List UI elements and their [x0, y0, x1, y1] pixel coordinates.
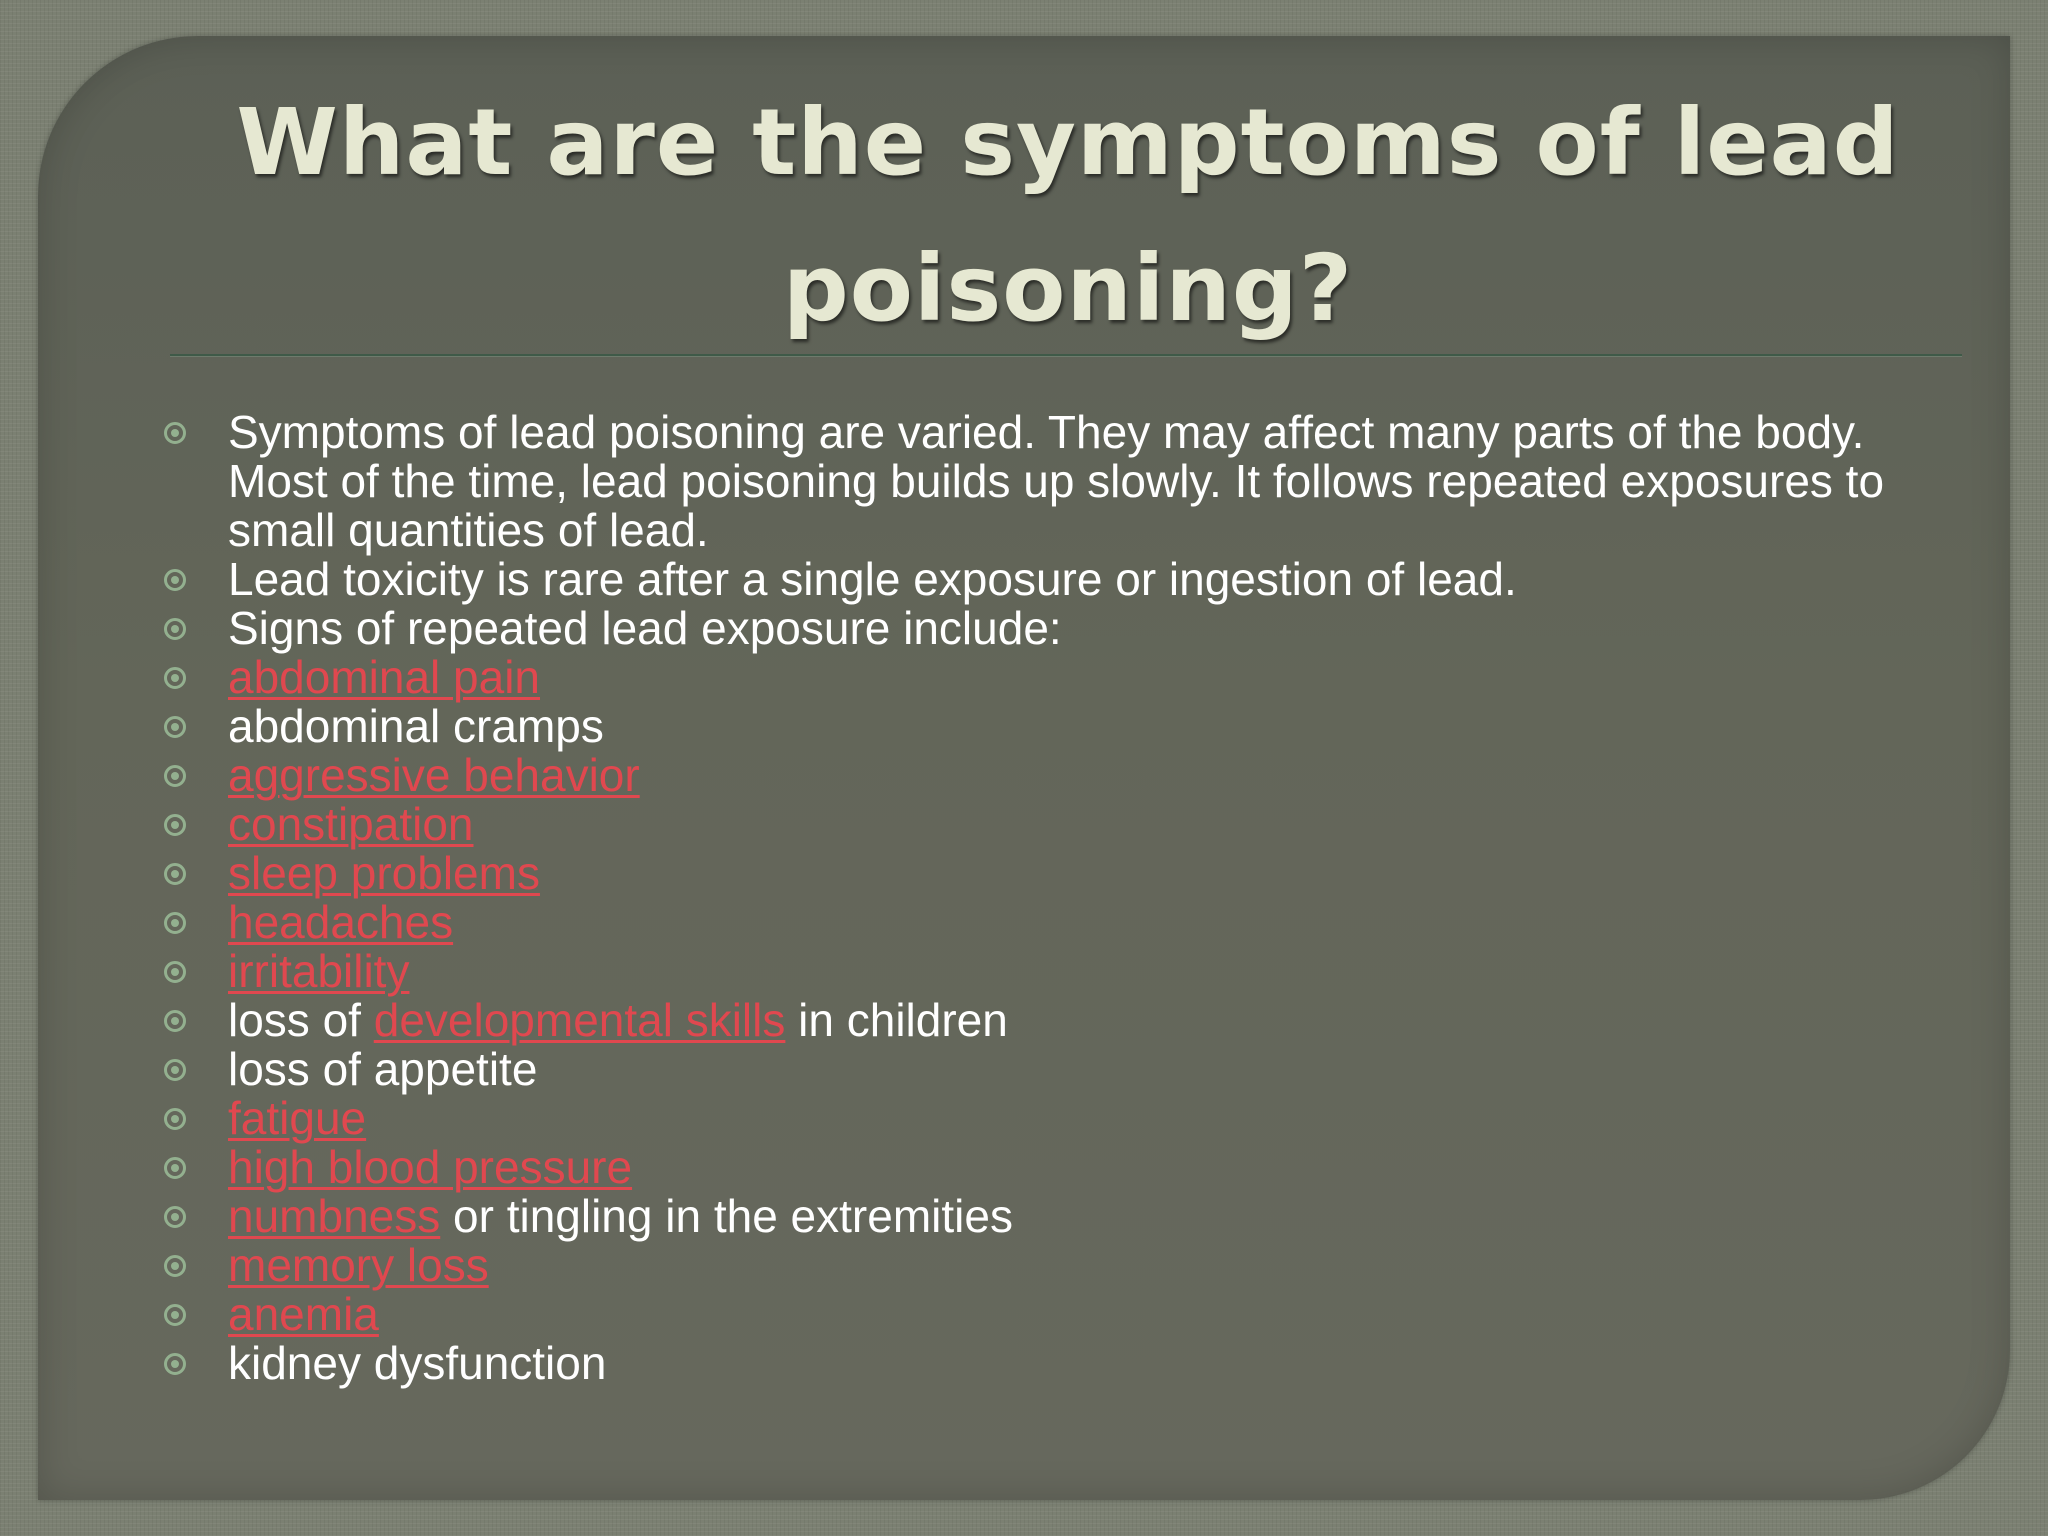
- circle-dot-bullet-icon: [164, 1304, 186, 1326]
- circle-dot-bullet-icon: [164, 1206, 186, 1228]
- bullet-text: Symptoms of lead poisoning are varied. They may affect many parts of the body. Most of the time, lead poisoning builds up slowly. It follows repeated exposures to small quantities of lead.: [228, 406, 1885, 556]
- bullet-item: [164, 1241, 1944, 1290]
- symptom-link[interactable]: headaches: [228, 896, 454, 948]
- circle-dot-bullet-icon: [164, 1157, 186, 1179]
- title-divider: [170, 354, 1962, 356]
- circle-dot-bullet-icon: [164, 1108, 186, 1130]
- symptom-link[interactable]: numbness: [228, 1190, 441, 1242]
- bullet-item: [164, 898, 1944, 947]
- circle-dot-bullet-icon: [164, 1255, 186, 1277]
- circle-dot-bullet-icon: [164, 1353, 186, 1375]
- circle-dot-bullet-icon: [164, 814, 186, 836]
- bullet-item: [164, 1094, 1944, 1143]
- bullet-item: [164, 947, 1944, 996]
- bullet-text: Signs of repeated lead exposure include:: [228, 602, 1062, 654]
- bullet-text-before-link: loss of: [228, 994, 374, 1046]
- symptom-bullet-list: [164, 408, 1944, 1388]
- slide-title: [148, 70, 1988, 362]
- circle-dot-bullet-icon: [164, 1059, 186, 1081]
- circle-dot-bullet-icon: [164, 667, 186, 689]
- circle-dot-bullet-icon: [164, 765, 186, 787]
- bullet-item: [164, 751, 1944, 800]
- bullet-item: [164, 800, 1944, 849]
- bullet-text: abdominal cramps: [228, 700, 604, 752]
- symptom-link[interactable]: high blood pressure: [228, 1141, 633, 1193]
- bullet-item: [164, 408, 1944, 555]
- bullet-text-after-link: or tingling in the extremities: [440, 1190, 1013, 1242]
- bullet-item: [164, 702, 1944, 751]
- bullet-item: [164, 849, 1944, 898]
- symptom-link[interactable]: constipation: [228, 798, 474, 850]
- symptom-link[interactable]: anemia: [228, 1288, 379, 1340]
- bullet-item: [164, 1143, 1944, 1192]
- bullet-text: loss of appetite: [228, 1043, 538, 1095]
- bullet-item: [164, 555, 1944, 604]
- bullet-item: [164, 996, 1944, 1045]
- circle-dot-bullet-icon: [164, 863, 186, 885]
- symptom-link[interactable]: sleep problems: [228, 847, 540, 899]
- bullet-item: [164, 604, 1944, 653]
- symptom-link[interactable]: abdominal pain: [228, 651, 541, 703]
- bullet-item: [164, 1045, 1944, 1094]
- bullet-item: [164, 1339, 1944, 1388]
- bullet-text-after-link: in children: [785, 994, 1008, 1046]
- bullet-text: kidney dysfunction: [228, 1337, 607, 1389]
- circle-dot-bullet-icon: [164, 716, 186, 738]
- circle-dot-bullet-icon: [164, 1010, 186, 1032]
- bullet-item: [164, 1192, 1944, 1241]
- circle-dot-bullet-icon: [164, 618, 186, 640]
- symptom-link[interactable]: irritability: [228, 945, 410, 997]
- circle-dot-bullet-icon: [164, 961, 186, 983]
- bullet-item: [164, 1290, 1944, 1339]
- bullet-text: Lead toxicity is rare after a single exposure or ingestion of lead.: [228, 553, 1517, 605]
- slide-title-line-2: poisoning?: [782, 235, 1354, 342]
- circle-dot-bullet-icon: [164, 569, 186, 591]
- bullet-item: [164, 653, 1944, 702]
- symptom-link[interactable]: memory loss: [228, 1239, 489, 1291]
- circle-dot-bullet-icon: [164, 912, 186, 934]
- circle-dot-bullet-icon: [164, 422, 186, 444]
- symptom-link[interactable]: aggressive behavior: [228, 749, 640, 801]
- slide-panel: [38, 36, 2010, 1500]
- slide-title-line-1: What are the symptoms of lead: [236, 89, 1900, 196]
- symptom-link[interactable]: fatigue: [228, 1092, 367, 1144]
- symptom-link[interactable]: developmental skills: [373, 994, 786, 1046]
